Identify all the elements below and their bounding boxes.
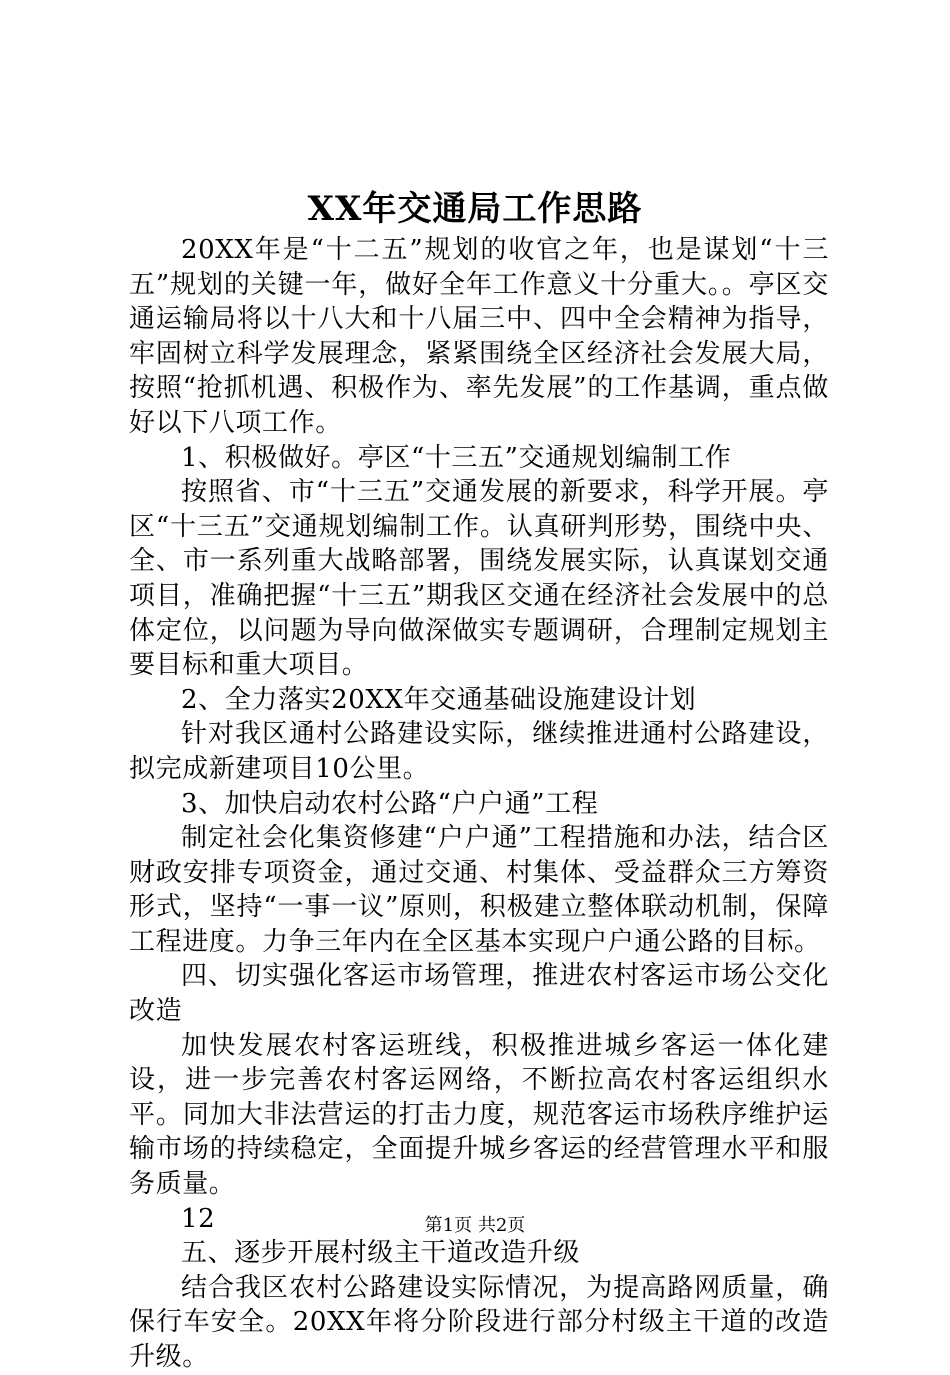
document-body xyxy=(129,233,829,1375)
paragraph-item-5: 结合我区农村公路建设实际情况，为提高路网质量，确保行车安全。20XX年将分阶段进行部分村级主干道的改造升级。 xyxy=(129,1272,829,1372)
paragraph-item-2: 针对我区通村公路建设实际，继续推进通村公路建设，拟完成新建项目10公里。 xyxy=(129,719,829,784)
document-title: XX年交通局工作思路 xyxy=(307,189,643,229)
paragraph-item-4: 加快发展农村客运班线，积极推进城乡客运一体化建设，进一步完善农村客运网络，不断拉高农村客运组织水平。同加大非法营运的打击力度，规范客运市场秩序维护运输市场的持续稳定，全面提升城乡客运的经营管理水平和服务质量。 xyxy=(129,1030,829,1200)
page-footer: 第1页 共2页 xyxy=(424,1215,526,1236)
heading-item-4: 四、切实强化客运市场管理，推进农村客运市场公交化改造 xyxy=(129,961,829,1027)
heading-item-5: 五、逐步开展村级主干道改造升级 xyxy=(181,1238,581,1269)
heading-item-3: 3、加快启动农村公路“户户通”工程 xyxy=(181,788,599,819)
stray-number: 12 xyxy=(181,1203,216,1234)
heading-item-1: 1、积极做好。亭区“十三五”交通规划编制工作 xyxy=(181,442,732,473)
paragraph-item-3: 制定社会化集资修建“户户通”工程措施和办法，结合区财政安排专项资金，通过交通、村集体、受益群众三方筹资形式，坚持“一事一议”原则，积极建立整体联动机制，保障工程进度。力争三年内在全区基本实现户户通公路的目标。 xyxy=(129,823,829,957)
paragraph-intro: 20XX年是“十二五”规划的收官之年，也是谋划“十三五”规划的关键一年，做好全年工作意义十分重大。。亭区交通运输局将以十八大和十八届三中、四中全会精神为指导，牢固树立科学发展理念，紧紧围绕全区经济社会发展大局，按照“抢抓机遇、积极作为、率先发展”的工作基调，重点做好以下八项工作。 xyxy=(129,235,829,438)
paragraph-item-1: 按照省、市“十三五”交通发展的新要求，科学开展。亭区“十三五”交通规划编制工作。认真研判形势，围绕中央、全、市一系列重大战略部署，围绕发展实际，认真谋划交通项目，准确把握“十三五”期我区交通在经济社会发展中的总体定位，以问题为导向做深做实专题调研，合理制定规划主要目标和重大项目。 xyxy=(129,477,829,681)
heading-item-2: 2、全力落实20XX年交通基础设施建设计划 xyxy=(181,684,697,715)
